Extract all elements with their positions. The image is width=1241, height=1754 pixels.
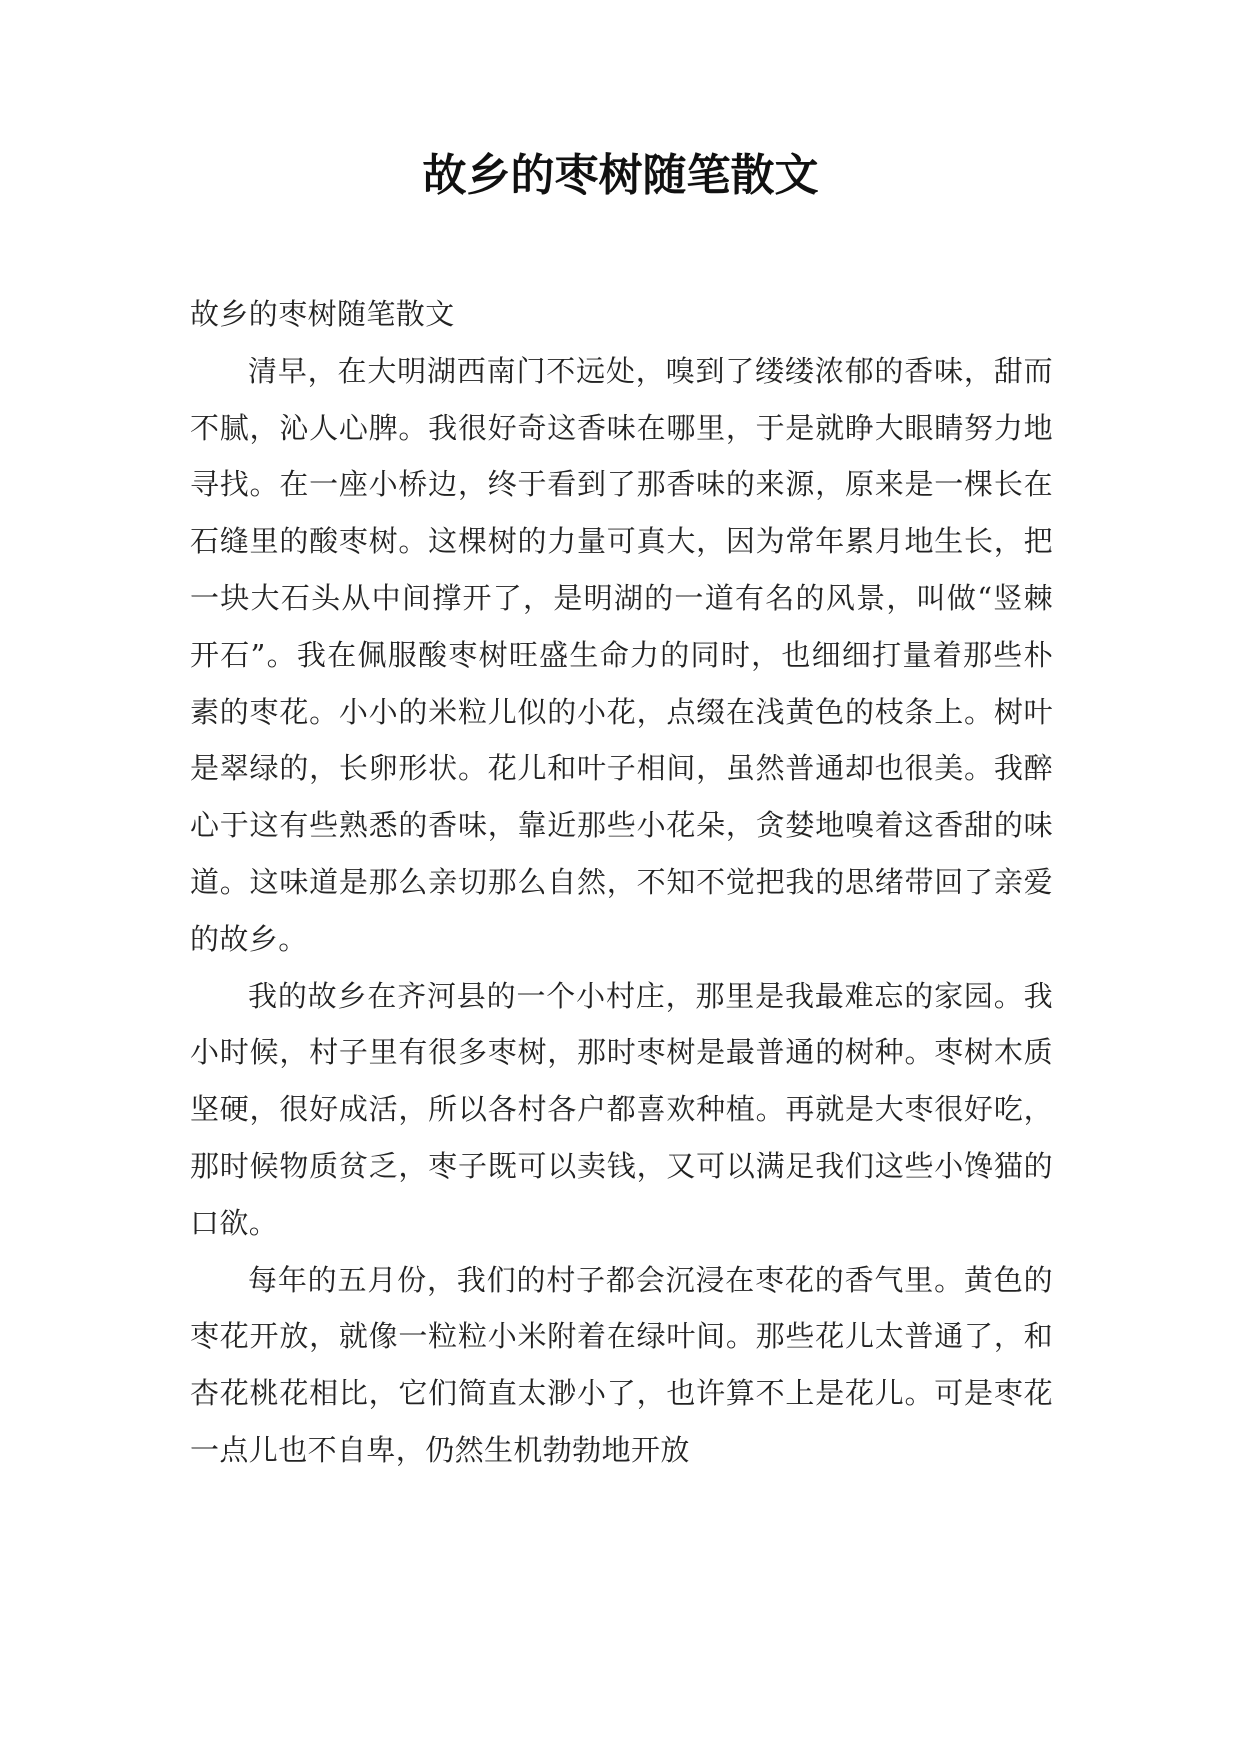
document-title: 故乡的枣树随笔散文 — [422, 150, 819, 201]
paragraph: 清早，在大明湖西南门不远处，嗅到了缕缕浓郁的香味，甜而不腻，沁人心脾。我很好奇这香味在哪里，于是就睁大眼睛努力地寻找。在一座小桥边，终于看到了那香味的来源，原来是一棵长在石缝里的酸枣树。这棵树的力量可真大，因为常年累月地生长，把一块大石头从中间撑开了，是明湖的一道有名的风景，叫做“竖棘开石”。我在佩服酸枣树旺盛生命力的同时，也细细打量着那些朴素的枣花。小小的米粒儿似的小花，点缀在浅黄色的枝条上。树叶是翠绿的，长卵形状。花儿和叶子相间，虽然普通却也很美。我醉心于这有些熟悉的香味，靠近那些小花朵，贪婪地嗅着这香甜的味道。这味道是那么亲切那么自然，不知不觉把我的思绪带回了亲爱的故乡。 — [190, 353, 1053, 956]
document-body — [190, 286, 1053, 1479]
paragraph: 我的故乡在齐河县的一个小村庄，那里是我最难忘的家园。我小时候，村子里有很多枣树，那时枣树是最普通的树种。枣树木质坚硬，很好成活，所以各村各户都喜欢种植。再就是大枣很好吃，那时候物质贫乏，枣子既可以卖钱，又可以满足我们这些小馋猫的口欲。 — [190, 978, 1053, 1240]
paragraph: 每年的五月份，我们的村子都会沉浸在枣花的香气里。黄色的枣花开放，就像一粒粒小米附着在绿叶间。那些花儿太普通了，和杏花桃花相比，它们简直太渺小了，也许算不上是花儿。可是枣花一点儿也不自卑，仍然生机勃勃地开放 — [190, 1262, 1053, 1467]
document-subtitle: 故乡的枣树随笔散文 — [190, 297, 455, 331]
